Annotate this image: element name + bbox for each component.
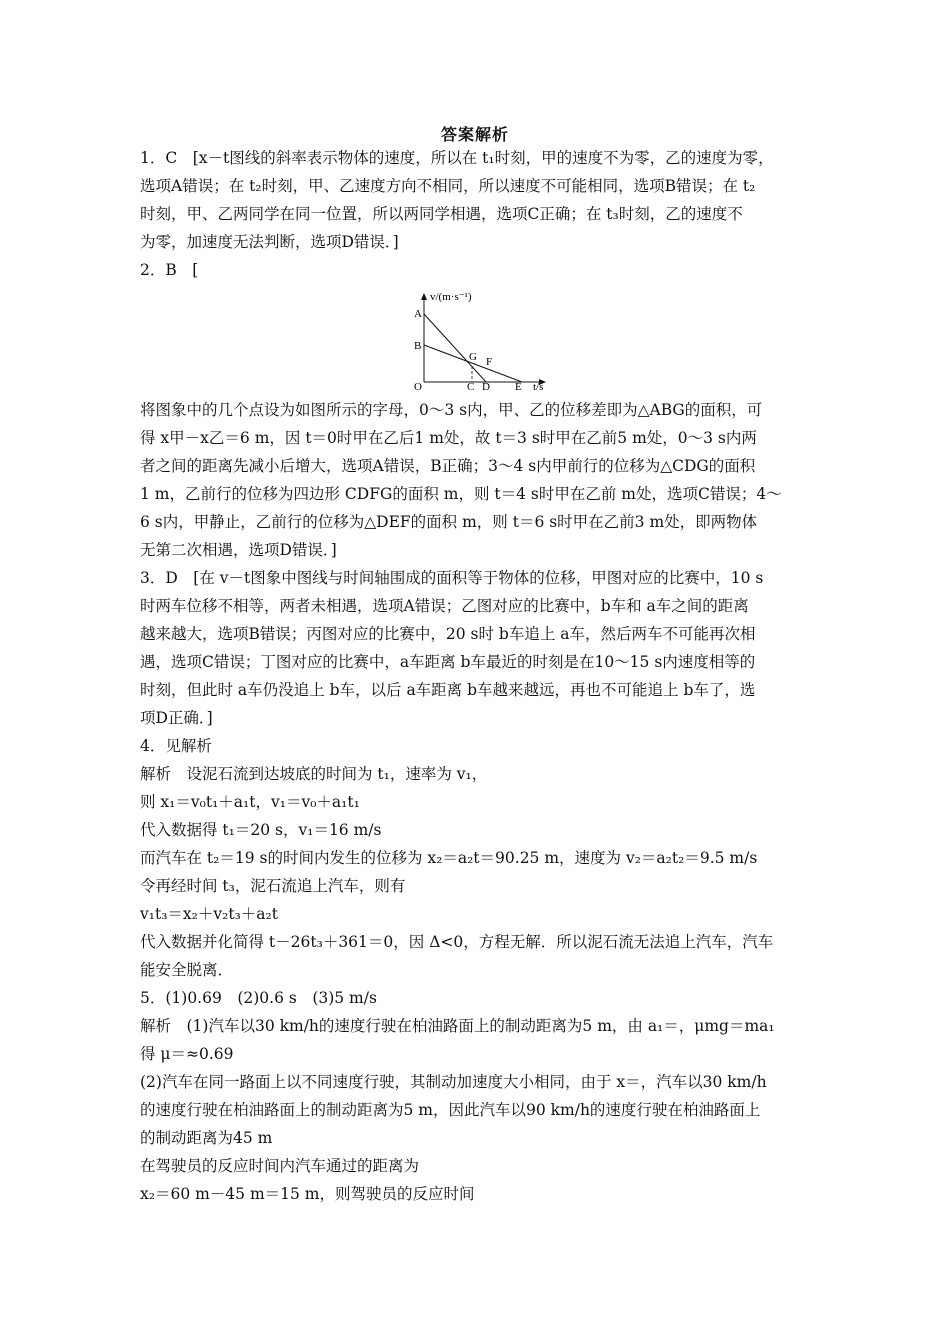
text-line: 为零，加速度无法判断，选项D错误．]	[140, 233, 399, 251]
point-label-d: D	[482, 381, 490, 393]
text-line: 遇，选项C错误；丁图对应的比赛中，a车距离 b车最近的时刻是在10～15 s内速度相等的	[140, 653, 756, 671]
text-line: (2)汽车在同一路面上以不同速度行驶，其制动加速度大小相同，由于 x＝，汽车以30 km/h	[140, 1073, 767, 1091]
point-label-e: E	[515, 381, 522, 393]
y-axis-arrow	[421, 293, 427, 300]
text-line: 5．(1)0.69 (2)0.6 s (3)5 m/s	[140, 989, 377, 1007]
text-line: 代入数据并化简得 t－26t₃＋361＝0，因 Δ<0，方程无解．所以泥石流无法追上汽车，汽车	[140, 933, 774, 951]
text-line: 解析 设泥石流到达坡底的时间为 t₁，速率为 v₁，	[140, 765, 488, 783]
text-line: 无第二次相遇，选项D错误．]	[140, 541, 337, 559]
text-line: 时刻，但此时 a车仍没追上 b车，以后 a车距离 b车越来越远，再也不可能追上 b车了，选	[140, 681, 756, 699]
origin-label: O	[414, 381, 422, 393]
text-line: 1 m，乙前行的位移为四边形 CDFG的面积 m，则 t＝4 s时甲在乙前 m处，选项C错误；4～	[140, 485, 782, 503]
text-line: 6 s内，甲静止，乙前行的位移为△DEF的面积 m，则 t＝6 s时甲在乙前3 m处，即两物体	[140, 513, 758, 531]
text-line: 得 μ＝≈0.69	[140, 1045, 234, 1063]
point-label-c: C	[467, 381, 475, 393]
text-line: 时两车位移不相等，两者未相遇，选项A错误；乙图对应的比赛中，b车和 a车之间的距离	[140, 597, 749, 615]
text-line: 则 x₁＝v₀t₁＋a₁t，v₁＝v₀＋a₁t₁	[140, 793, 360, 811]
text-line: 的速度行驶在柏油路面上的制动距离为5 m，因此汽车以90 km/h的速度行驶在柏油路面上	[140, 1101, 761, 1119]
text-line: x₂＝60 m－45 m＝15 m，则驾驶员的反应时间	[140, 1185, 475, 1203]
text-line: 2．B [	[140, 261, 199, 279]
point-label-a: A	[414, 308, 422, 320]
text-line: v₁t₃＝x₂＋v₂t₃＋a₂t	[140, 905, 278, 923]
text-line: 者之间的距离先减小后增大，选项A错误，B正确；3～4 s内甲前行的位移为△CDG的面积	[140, 457, 756, 475]
text-line: 令再经时间 t₃，泥石流追上汽车，则有	[140, 877, 406, 895]
text-line: 项D正确．]	[140, 709, 213, 727]
text-line: 越来越大，选项B错误；丙图对应的比赛中，20 s时 b车追上 a车，然后两车不可能再次相	[140, 625, 756, 643]
velocity-time-graph	[408, 290, 558, 395]
point-label-b: B	[414, 340, 422, 352]
page-title: 答案解析	[440, 125, 509, 144]
text-line: 时刻，甲、乙两同学在同一位置，所以两同学相遇，选项C正确；在 t₃时刻，乙的速度不	[140, 205, 743, 223]
x-axis-label: t/s	[533, 381, 544, 393]
y-axis-label: v/(m·s⁻¹)	[430, 291, 472, 303]
text-line: 在驾驶员的反应时间内汽车通过的距离为	[140, 1157, 420, 1175]
text-line: 代入数据得 t₁＝20 s，v₁＝16 m/s	[140, 821, 382, 839]
text-line: 能安全脱离．	[140, 961, 234, 979]
text-line: 的制动距离为45 m	[140, 1129, 273, 1147]
text-line: 4．见解析	[140, 737, 212, 755]
text-line: 选项A错误；在 t₂时刻，甲、乙速度方向不相同，所以速度不可能相同，选项B错误；在 t₂	[140, 177, 756, 195]
text-line: 得 x甲－x乙＝6 m，因 t＝0时甲在乙后1 m处，故 t＝3 s时甲在乙前5 m处，0～3 s内两	[140, 429, 757, 447]
text-line: 解析 (1)汽车以30 km/h的速度行驶在柏油路面上的制动距离为5 m，由 a₁＝，μmg＝ma₁	[140, 1017, 775, 1035]
text-line: 3．D [在 v－t图象中图线与时间轴围成的面积等于物体的位移，甲图对应的比赛中，10 s	[140, 569, 764, 587]
text-line: 将图象中的几个点设为如图所示的字母，0～3 s内，甲、乙的位移差即为△ABG的面积，可	[140, 401, 763, 419]
text-line: 1．C [x－t图线的斜率表示物体的速度，所以在 t₁时刻，甲的速度不为零，乙的速度为零，	[140, 149, 774, 167]
text-line: 而汽车在 t₂＝19 s的时间内发生的位移为 x₂＝a₂t＝90.25 m，速度为 v₂＝a₂t₂＝9.5 m/s	[140, 849, 758, 867]
point-label-f: F	[486, 356, 493, 368]
point-label-g: G	[469, 351, 477, 363]
